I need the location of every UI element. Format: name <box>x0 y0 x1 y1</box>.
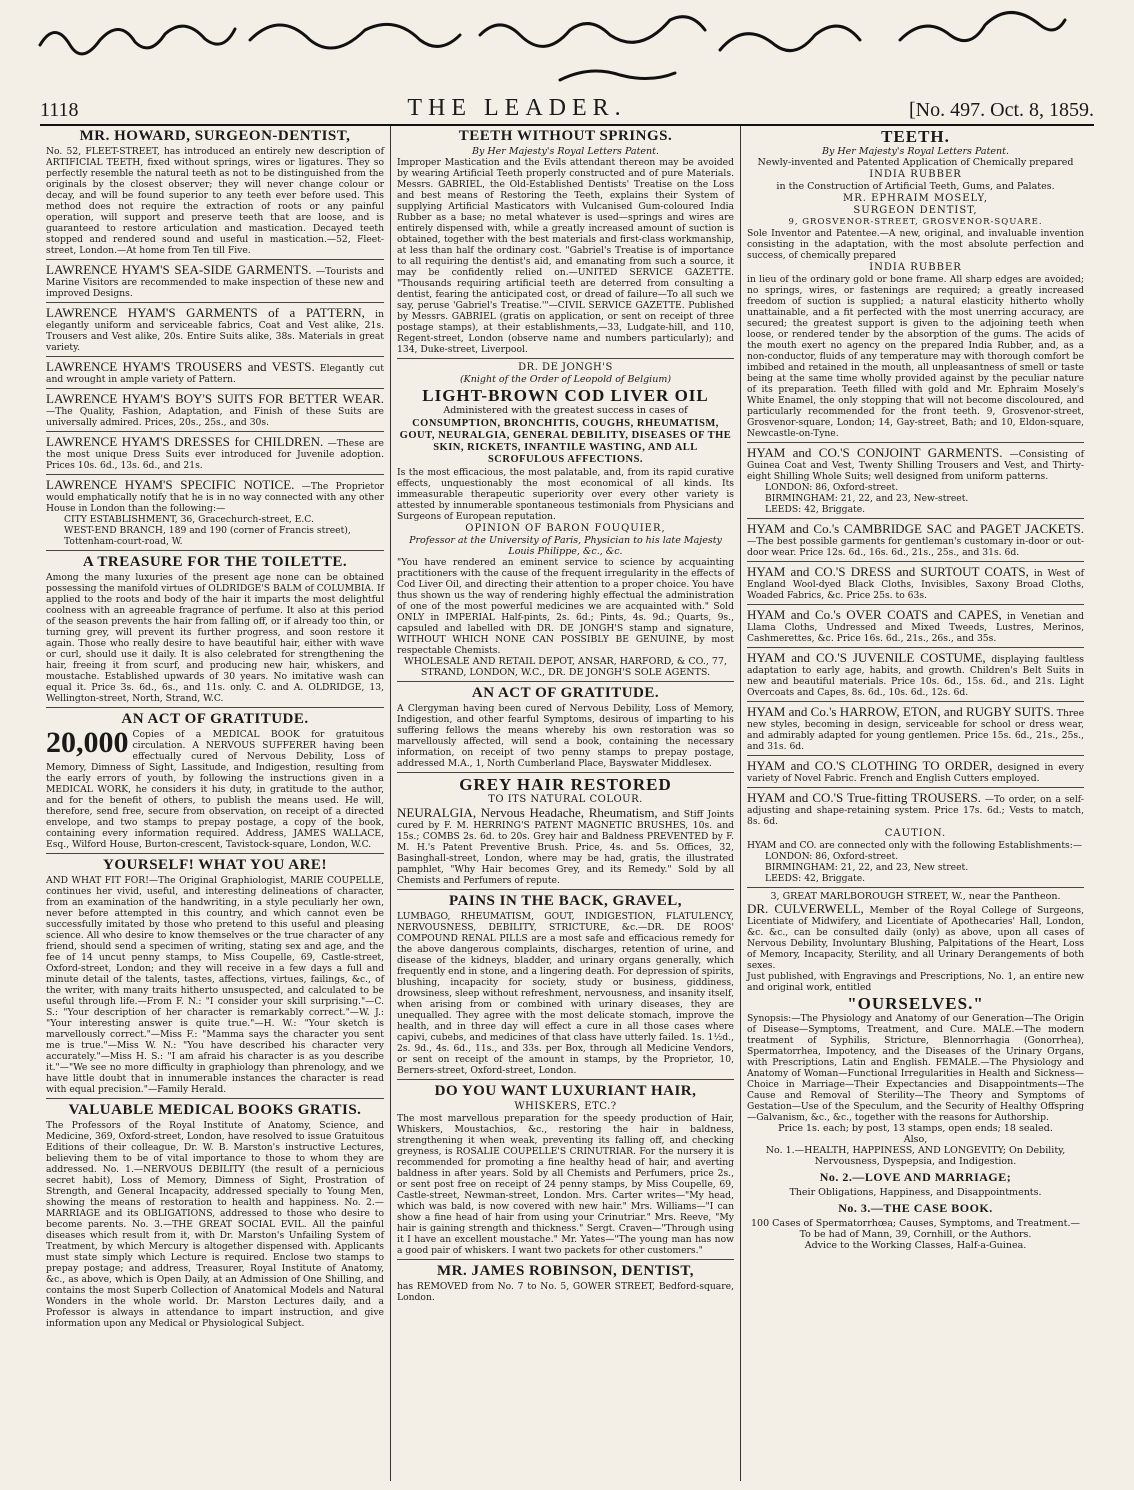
ad-lead: DR. CULVERWELL, <box>747 901 864 916</box>
ad-body: The Professors of the Royal Institute of Anatomy, Science, and Medicine, 369, Oxford-street, London, have resolved to issue Gratuitous Editions of their colleague, Dr. W. B. Marston's instructive Lectures, believing them to be of vital importance to those to whom they are addressed. No. 1.—NERVOUS DEBILITY (the result of a pernicious secret habit), Loss of Memory, Dimness of Sight, Prostration of Strength, and General Incapacity, addressed specially to Young Men, showing the means of restoration to health and happiness. No. 2.—MARRIAGE and its OBLIGATIONS, addressed to those who desire to become parents. No. 3.—THE GREAT SOCIAL EVIL. All the painful diseases which result from it, with Dr. Marston's Unfailing System of Treatment, by which Mercury is altogether dispensed with. Applicants must state simply which Lecture is required. Enclose two stamps to prepay postage; and address, Treasurer, Royal Institute of Anatomy, &c., as above, which is Open Daily, at an Admission of One Shilling, and contains the most Superb Collection of Anatomical Models and Natural Wonders in the whole world. Dr. Marston Lectures daily, and a Professor is always in attendance to impart instruction, and give information upon any Medical or Physiological Subject. <box>46 1120 384 1329</box>
address-top: 3, GREAT MARLBOROUGH STREET, W., near the Pantheon. <box>770 891 1061 902</box>
caps-line: INDIA RUBBER <box>869 169 962 180</box>
ad-body: —These are the most unique Dress Suits ever introduced for Juvenile adoption. Prices 10s. 6d., 13s. 6d., and 21s. <box>46 438 384 471</box>
ad-de-jongh <box>397 362 734 682</box>
ad-lead: HYAM and Co.'s CAMBRIDGE SAC and PAGET JACKETS. <box>747 521 1084 536</box>
also-line: Also, <box>903 1134 928 1145</box>
columns <box>40 126 1110 1481</box>
ad-body: Copies of a MEDICAL BOOK for gratuitous circulation. A NERVOUS SUFFERER having been effectually cured of Nervous Debility, Loss of Memory, Dimness of Sight, Lassitude, and Indigestion, resulting from the early errors of youth, by following the instructions given in a MEDICAL WORK, he considers it his duty, in gratitude to the author, and for the benefit of others, to publish the means used. He will, therefore, send free, secure from observation, on receipt of a directed envelope, and two stamps to prepay postage, a copy of the book, containing every information required. Address, JAMES WALLACE, Esq., Wilford House, Burton-crescent, Tavistock-square, London, W.C. <box>46 729 384 850</box>
copies-count: 20,000 <box>46 726 129 759</box>
ad-subtitle: (Knight of the Order of Leopold of Belgium) <box>459 374 672 385</box>
ad-body-2: HYAM and CO. are connected only with the following Establishments:— <box>747 840 1083 851</box>
ad-body: and Stiff Joints cured by F. M. HERRING'S PATENT MAGNETIC BRUSHES, 10s. and 15s.; COMBS 2s. 6d. to 20s. Grey hair and Baldness PREVENTED by F. M. H.'s Patent Preventive Brush. Price, 4s. and 5s. Offices, 32, Basinghall-street, London, where may be had, gratis, the illustrated pamphlet, "Why Hair becomes Grey, and its Remedy." Sold by all Chemists and Perfumers of repute. <box>397 809 735 886</box>
opinion-heading: OPINION OF BARON FOUQUIER, <box>465 523 666 534</box>
advice-line: Advice to the Working Classes, Half-a-Guinea. <box>804 1240 1027 1251</box>
page-number: 1118 <box>40 99 79 121</box>
ad-robinson <box>397 1263 734 1306</box>
ad-body: Member of the Royal College of Surgeons, Licentiate of Midwifery, and Licentiate of Apothecaries' Hall, London, &c. &c., can be consulted daily (only) as above, upon all cases of Nervous Debility, Involuntary Blushing, Palpitations of the Heart, Loss of Memory, Incapacity, Sterility, and all Urinary Derangements of both sexes. <box>747 905 1084 971</box>
ad-body: Elegantly cut and wrought in ample variety of Pattern. <box>46 363 385 385</box>
ad-body: The most marvellous preparation for the speedy production of Hair, Whiskers, Moustachios, &c., restoring the hair in baldness, strengthening it when weak, preventing its falling off, and checking greyness, is ROSALIE COUPELLE'S CRINUTRIAR. For the nursery it is recommended for promoting a fine healthy head of hair, and averting baldness in after years. Sold by all Chemists and Perfumers, price 2s., or sent post free on receipt of 24 penny stamps, by Miss Coupelle, 69, Castle-street, Newman-street, London. Mrs. Carter writes—"My head, which was bald, is now covered with new hair." Mrs. Williams—"I can show a fine head of hair from using your Crinutriar." Mrs. Reeve, "My hair is gaining strength and thickness." Sergt. Craven—"Through using it I have an excellent moustache." Mr. Yates—"The young man has now a good pair of whiskers. I want two packets for other customers." <box>397 1113 734 1256</box>
ad-title: YOURSELF! WHAT YOU ARE! <box>103 857 327 873</box>
ad-body: displaying faultless adaptation to early age, habits, and growth. Children's Belt Suits in new and beautiful materials. Price 10s. 6d., 15s. 6d., and 21s. Light Overcoats and Capes, 8s. 6d., 10s. 6d., 12s. 6d. <box>747 654 1084 698</box>
address-line: BIRMINGHAM: 21, 22, and 23, New street. <box>765 862 969 873</box>
ad-hyam-harrow <box>747 705 1084 756</box>
ad-body: Among the many luxuries of the present age none can be obtained possessing the manifold virtues of OLDRIDGE'S BALM of COLUMBIA. If applied to the roots and body of the hair it imparts the most delightful coolness with an agreeable fragrance of perfume. It also at this period of the season prevents the hair from falling off, or if already too thin, or turning grey, will prevent its further progress, and soon restore it again. Those who really desire to have beautiful hair, either with wave or curl, should use it daily. It is also celebrated for strengthening the hair, freeing it from scurf, and producing new hair, whiskers, and moustache. Established upwards of 30 years. No imitative wash can equal it. Price 3s. 6d., 6s., and 11s. only. C. and A. OLDRIDGE, 13, Wellington-street, North, Strand, W.C. <box>46 572 384 704</box>
ad-body: LUMBAGO, RHEUMATISM, GOUT, INDIGESTION, FLATULENCY, NERVOUSNESS, DEBILITY, STRICTURE, &c.—DR. DE ROOS' COMPOUND RENAL PILLS are a most safe and efficacious remedy for the above dangerous complaints, discharges, retention of urine, and disease of the kidneys, bladder, and urinary organs generally, which frequently end in stone, and a lingering death. For depression of spirits, blushing, incapacity for society, study or business, giddiness, drowsiness, sleep without refreshment, nervousness, and insanity itself, when arising from or combined with urinary diseases, they are unequalled. They agree with the most delicate stomach, improve the health, and in three day will effect a cure in all those cases where capivi, cubebs, and medicines of that class have utterly failed. 1s. 1½d., 2s. 9d., 4s. 6d., 11s., and 33s. per Box, through all Medicine Vendors, or sent on receipt of the amount in stamps, by the Proprietor, 10, Berners-street, Oxford-street, London. <box>397 911 734 1076</box>
ad-title: TEETH. <box>881 127 950 146</box>
ad-body: No. 52, FLEET-STREET, has introduced an entirely new description of ARTIFICIAL TEETH, fixed without springs, wires or ligatures. They so perfectly resemble the natural teeth as not to be distinguished from the originals by the closest observer; they will never change colour or decay, and will be found superior to any teeth ever before used. This method does not require the extraction of roots or any painful operation, will support and preserve teeth that are loose, and is guaranteed to restore articulation and mastication. Decayed teeth stopped and rendered sound and useful in mastication.—52, Fleet-street, London.—At home from Ten till Five. <box>46 146 384 256</box>
ad-body: AND WHAT FIT FOR!—The Original Graphiologist, MARIE COUPELLE, continues her vivid, useful, and interesting delineations of character, from an examination of the handwriting, in a style peculiarly her own, never before attempted in this country, and which cannot even be successfully imitated by those who pretend to this useful and pleasing science. All who desire to know themselves or the true character of any friend, should send a specimen of writing, stating sex and age, and the fee of 14 uncut penny stamps, to Miss Coupelle, 69, Castle-street, Oxford-street, London; and they will receive in a few days a full and minute detail of the talents, tastes, affections, virtues, failings, &c., of the writer, with many traits hitherto unsuspected, and calculated to be useful through life.—From F. N.: "I consider your skill surprising."—C. S.: "Your description of her character is remarkably correct."—W. J.: "Your interesting answer is quite true."—H. W.: "Your sketch is marvellously correct."—Miss F.: "Mamma says the character you sent me is true."—Miss W. N.: "You have described his character very accurately."—Miss H. S.: "I am afraid his character is as you describe it."—"We see no more difficulty in graphiology than phrenology, and we have little doubt that in innumerable instances the character is read with equal precision."—Family Herald. <box>46 875 384 1095</box>
ad-yourself <box>46 857 384 1099</box>
address-line: BIRMINGHAM: 21, 22, and 23, New-street. <box>765 493 969 504</box>
ad-title: MR. JAMES ROBINSON, DENTIST, <box>436 1263 695 1279</box>
caution-heading: CAUTION. <box>884 828 947 839</box>
ad-title: TEETH WITHOUT SPRINGS. <box>458 128 673 144</box>
ad-hyam-notice <box>46 478 384 551</box>
address-line: LONDON: 86, Oxford-street. <box>765 482 899 493</box>
caps-line: SURGEON DENTIST, <box>853 205 978 216</box>
ad-hyam-children <box>46 435 384 475</box>
ad-lead: LAWRENCE HYAM'S TROUSERS and VESTS. <box>46 359 315 374</box>
ad-lead: HYAM and CO.'S CONJOINT GARMENTS. <box>747 445 1003 460</box>
ad-hyam-juvenile <box>747 651 1084 702</box>
ad-body: Three new styles, becoming in design, serviceable for school or dress wear, and admirably adapted for young gentlemen. Price 15s. 6d., 21s., 25s., and 31s. 6d. <box>747 708 1085 752</box>
ad-lead: LAWRENCE HYAM'S SPECIFIC NOTICE. <box>46 477 295 492</box>
ad-lead: LAWRENCE HYAM'S BOY'S SUITS FOR BETTER WEAR. <box>46 391 384 406</box>
ad-body-2: "You have rendered an eminent service to science by acquainting practitioners with the cause of the frequent irregularity in the effects of Cod Liver Oil, and directing their attention to a proper choice. You have thus shown us the way of rendering highly effectual the administration of one of the most powerful medicines we are acquainted with." Sold ONLY in IMPERIAL Half-pints, 2s. 6d.; Pints, 4s. 9d.; Quarts, 9s., capsuled and labelled with DR. DE JONGH'S stamp and signature, WITHOUT WHICH NONE CAN POSSIBLY BE GENUINE, by most respectable Chemists. <box>397 557 734 656</box>
ad-title: VALUABLE MEDICAL BOOKS GRATIS. <box>68 1102 362 1118</box>
ad-lead: HYAM and CO.'S DRESS and SURTOUT COATS, <box>747 564 1029 579</box>
ad-lead: HYAM and Co.'s OVER COATS and CAPES, <box>747 607 1002 622</box>
ad-subtitle: By Her Majesty's Royal Letters Patent. <box>472 146 659 157</box>
ad-luxuriant-hair <box>397 1083 734 1260</box>
ad-body: —Tourists and Marine Visitors are recommended to make inspection of these new and improved Designs. <box>46 266 385 299</box>
address-line: CITY ESTABLISHMENT, 36, Gracechurch-street, E.C. <box>64 514 314 525</box>
ad-body: in West of England Wool-dyed Black Cloths, Invisibles, Saxony Broad Cloths, Woaded Fabrics, &c. Price 25s. to 63s. <box>747 568 1085 601</box>
opinion-subtitle: Professor at the University of Paris, Physician to his late Majesty Louis Philippe, &c., &c. <box>409 535 722 557</box>
ad-body: —To order, on a self-adjusting and shape-retaining system. Price 17s. 6d.; Vests to match, 8s. 6d. <box>747 794 1084 827</box>
ad-body: A Clergyman having been cured of Nervous Debility, Loss of Memory, Indigestion, and other fearful Symptoms, desirous of imparting to his suffering fellows the means whereby his own restoration was so marvellously affected, will send a book, containing the necessary information, on receipt of two penny stamps to prepay postage, addressed M.A., 1, North Cumberland Place, Bayswater Middlesex. <box>397 703 734 769</box>
ad-culverwell <box>747 891 1084 1254</box>
ad-lead: HYAM and Co.'s HARROW, ETON, and RUGBY SUITS. <box>747 704 1054 719</box>
ad-kicker: DR. DE JONGH'S <box>518 362 613 373</box>
ad-lead: HYAM and CO.'S True-fitting TROUSERS. <box>747 790 981 805</box>
ad-intro: Newly-invented and Patented Application of Chemically prepared <box>757 157 1074 168</box>
ad-title: MR. HOWARD, SURGEON-DENTIST, <box>79 128 351 144</box>
ad-body: in elegantly uniform and serviceable fabrics, Coat and Vest alike, 21s. Trousers and Vest alike, 20s. Entire Suits alike, 38s. Materials in great variety. <box>46 309 385 353</box>
ad-lead: LAWRENCE HYAM'S GARMENTS of a PATTERN, <box>46 305 365 320</box>
ad-title: GREY HAIR RESTORED <box>459 775 672 794</box>
ad-gratitude <box>46 711 384 854</box>
ad-teeth-without-springs <box>397 128 734 359</box>
ad-subtitle: By Her Majesty's Royal Letters Patent. <box>822 146 1009 157</box>
caps-line: INDIA RUBBER <box>869 262 962 273</box>
ad-hyam-seaside <box>46 263 384 303</box>
ad-body: Improper Mastication and the Evils attendant thereon may be avoided by wearing Artificial Teeth properly constructed and of pure Materials. Messrs. GABRIEL, the Old-Established Dentists' Treatise on the Loss and best means of Restoring the Teeth, explains their System of supplying Artificial Masticators with Vulcanised Gum-coloured India Rubber as a base; no metal whatever is used—springs and wires are entirely dispensed with, while a greatly increased amount of suction is obtained, together with the best materials and first-class workmanship, at less than half the ordinary cost. "Gabriel's Treatise is of importance to all requiring the dentist's aid, and emanating from such a source, it may be confidently relied on.—UNITED SERVICE GAZETTE. "Thousands requiring artificial teeth are deterred from consulting a dentist, fearing the anticipated cost, or dread of failure—To all such we say, peruse 'Gabriel's Treatise.'"—CIVIL SERVICE GAZETTE. Published by Messrs. GABRIEL (gratis on application, or sent on receipt of three postage stamps), at their establishments,—33, Ludgate-hill, and 110, Regent-street, London (observe name and numbers particularly); and 134, Duke-street, Liverpool. <box>397 157 734 355</box>
ad-body: Sole Inventor and Patentee.—A new, original, and invaluable invention consisting in the adaptation, with the most absolute perfection and success, of chemically prepared <box>747 228 1084 261</box>
ad-howard <box>46 128 384 260</box>
book-no-2-sub: Their Obligations, Happiness, and Disappointments. <box>789 1187 1042 1198</box>
ad-title: AN ACT OF GRATITUDE. <box>121 711 309 727</box>
book-no-2: No. 2.—LOVE AND MARRIAGE; <box>819 1170 1012 1184</box>
ad-title: A TREASURE FOR THE TOILETTE. <box>82 554 348 570</box>
ad-lead: LAWRENCE HYAM'S SEA-SIDE GARMENTS. <box>46 262 312 277</box>
ad-body: in Venetian and Llama Cloths, Undressed and Mixed Tweeds, Lustres, Merinos, Cashmerettes, &c. Price 16s. 6d., 21s., 26s., and 35s. <box>747 611 1084 644</box>
ad-title: AN ACT OF GRATITUDE. <box>471 685 660 701</box>
ad-intro-2: in the Construction of Artificial Teeth, Gums, and Palates. <box>776 181 1055 192</box>
running-header <box>40 92 1094 126</box>
ad-hyam-trousers-fit <box>747 791 1084 888</box>
ad-body: —The best possible garments for gentleman's customary in-door or out-door wear. Price 12s. 6d., 16s. 6d., 21s., 25s., and 31s. 6d. <box>747 536 1084 558</box>
issue-date: [No. 497. Oct. 8, 1859. <box>909 99 1094 121</box>
ad-body: has REMOVED from No. 7 to No. 5, GOWER STREET, Bedford-square, London. <box>397 1281 734 1303</box>
ad-body-2: Just published, with Engravings and Prescriptions, No. 1, an entire new and original work, entitled <box>747 971 1084 993</box>
ad-hyam-conjoint <box>747 446 1084 519</box>
ad-intro: Administered with the greatest success in cases of <box>443 405 688 416</box>
column-2 <box>390 126 740 1481</box>
ad-pains <box>397 893 734 1080</box>
ad-subtitle: TO ITS NATURAL COLOUR. <box>488 794 643 805</box>
depot-line: WHOLESALE AND RETAIL DEPOT, ANSAR, HARFORD, & CO., 77, STRAND, LONDON, W.C., DR. DE JONGH'S SOLE AGENTS. <box>403 656 728 678</box>
ad-lead: HYAM and CO.'S CLOTHING TO ORDER, <box>747 758 993 773</box>
ad-body-3: Synopsis:—The Physiology and Anatomy of our Generation—The Origin of Disease—Symptoms, Treatment, and Cure. MALE.—The modern treatment of Syphilis, Stricture, Blennorrhagia (Gonorrhea), Spermatorrhea, Impotency, and the Diseases of the Urinary Organs, with Prescriptions, Latin and English. FEMALE.—The Physiology and Anatomy of Woman—Functional Irregularities in Health and Sickness—Choice in Marriage—Their Expectancies and Disappointments—The Cause and Removal of Sterility—The Theory and Symptoms of Gestation—Use of the Speculum, and the Security of Healthy Offspring—Galvanism, &c., &c., together with the reasons for Authorship. <box>747 1013 1084 1123</box>
book-no-3-sub: 100 Cases of Spermatorrhœa; Causes, Symptoms, and Treatment.—To be had of Mann, 39, Cornhill, or the Authors. <box>750 1218 1080 1240</box>
price-line: Price 1s. each; by post, 13 stamps, open ends; 18 sealed. <box>778 1123 1053 1134</box>
ad-hyam-pattern <box>46 306 384 357</box>
newspaper-title: THE LEADER. <box>407 95 627 121</box>
ad-body-2: in lieu of the ordinary gold or bone frame. All sharp edges are avoided; no springs, wires, or fastenings are required; a greatly increased freedom of suction is supplied; a natural elasticity hitherto wholly unattainable, and a fit perfected with the most unerring accuracy, are secured; the greatest support is given to the adjoining teeth when loose, or rendered tender by the absorption of the gums. The acids of the mouth exert no agency on the prepared India Rubber, and, as a non-conductor, fluids of any temperature may with thorough comfort be imbibed and retained in the mouth, all unpleasantness of smell or taste being at the same time wholly provided against by the peculiar nature of its preparation. Teeth filled with gold and Mr. Ephraim Mosely's White Enamel, the only stopping that will not become discoloured, and particularly recommended for the front teeth. 9, Grosvenor-street, Grosvenor-square, London; 14, Gay-street, Bath; and 10, Eldon-square, Newcastle-on-Tyne. <box>747 274 1084 439</box>
column-1 <box>40 126 390 1481</box>
column-3 <box>740 126 1090 1481</box>
ad-body: —Consisting of Guinea Coat and Vest, Twenty Shilling Trousers and Vest, and Thirty-eight Shilling Whole Suits; well designed from uniform patterns. <box>747 449 1084 482</box>
ad-title: DO YOU WANT LUXURIANT HAIR, <box>434 1083 697 1099</box>
ad-conditions: CONSUMPTION, BRONCHITIS, COUGHS, RHEUMATISM, GOUT, NEURALGIA, GENERAL DEBILITY, DISEASES OF THE SKIN, RICKETS, INFANTILE WASTING, AND ALL SCROFULOUS AFFECTIONS. <box>399 418 732 465</box>
ad-valuable-books <box>46 1102 384 1332</box>
ad-body: designed in every variety of Novel Fabric. French and English Cutters employed. <box>747 762 1085 784</box>
ad-body: —The Quality, Fashion, Adaptation, and Finish of these Suits are universally admired. Prices, 20s., 25s., and 30s. <box>46 406 384 428</box>
ad-hyam-overcoats <box>747 608 1084 648</box>
ad-body: Is the most efficacious, the most palatable, and, from its rapid curative effects, unquestionably the most economical of all kinds. Its immeasurable therapeutic superiority over every other variety is attested by innumerable spontaneous testimonials from Physicians and Surgeons of European reputation. <box>397 467 734 522</box>
ad-teeth-mosely <box>747 128 1084 443</box>
work-title: "OURSELVES." <box>847 994 984 1013</box>
ad-hyam-boys <box>46 392 384 432</box>
ad-lead: HYAM and CO.'S JUVENILE COSTUME, <box>747 650 986 665</box>
ad-hyam-order <box>747 759 1084 788</box>
ad-body: —The Proprietor would emphatically notify that he is in no way connected with any other House in London than the following:— <box>46 481 384 514</box>
ad-treasure <box>46 554 384 708</box>
book-no-3: No. 3.—THE CASE BOOK. <box>838 1201 993 1215</box>
ad-lead: NEURALGIA, Nervous Headache, Rheumatism, <box>397 805 658 820</box>
ad-hyam-cambridge <box>747 522 1084 562</box>
address-line: LONDON: 86, Oxford-street. <box>765 851 899 862</box>
ad-title: PAINS IN THE BACK, GRAVEL, <box>448 893 683 909</box>
handwritten-annotation <box>0 0 1134 90</box>
ad-hyam-dress <box>747 565 1084 605</box>
ad-hyam-trousers <box>46 360 384 389</box>
address-line: LEEDS: 42, Briggate. <box>765 504 866 515</box>
ad-gratitude-2 <box>397 685 734 773</box>
address-line: WEST-END BRANCH, 189 and 190 (corner of Francis street), Tottenham-court-road, W. <box>64 525 351 547</box>
address-line: LEEDS: 42, Briggate. <box>765 873 866 884</box>
ad-lead: LAWRENCE HYAM'S DRESSES for CHILDREN. <box>46 434 324 449</box>
ad-title: LIGHT-BROWN COD LIVER OIL <box>422 386 709 405</box>
caps-line: MR. EPHRAIM MOSELY, <box>842 193 989 204</box>
ad-subtitle: WHISKERS, ETC.? <box>514 1101 617 1112</box>
book-no-1: No. 1.—HEALTH, HAPPINESS, AND LONGEVITY; On Debility, Nervousness, Dyspepsia, and Indigestion. <box>765 1145 1066 1167</box>
caps-line: 9, GROSVENOR-STREET, GROSVENOR-SQUARE. <box>788 217 1043 227</box>
ad-grey-hair <box>397 776 734 890</box>
